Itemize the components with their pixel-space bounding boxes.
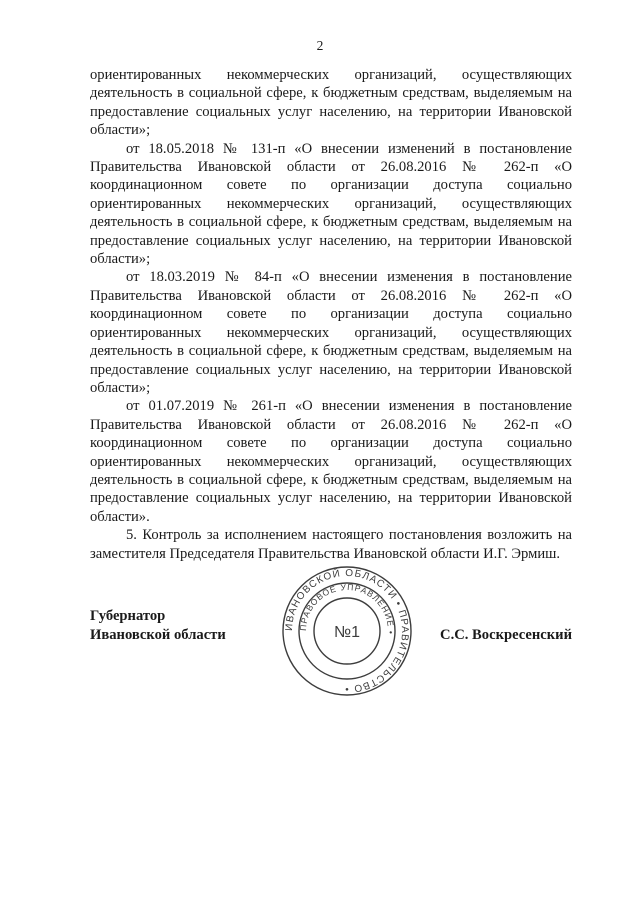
signatory-title: Губернатор — [90, 608, 166, 624]
paragraph-amendment-july-2019: от 01.07.2019 № 261-п «О внесении изменения в постановление Правительства Ивановской области от 26.08.2016 № 262-п «О координационном совете по организации доступа социально ориентированных некоммерческих организаций, осуществляющих деятельность в социальной сфере, к бюджетным средствам, выделяемым на предоставление социальных услуг населению, на территории Ивановской области». — [90, 398, 572, 525]
paragraph-amendment-march-2019: от 18.03.2019 № 84-п «О внесении изменения в постановление Правительства Ивановской области от 26.08.2016 № 262-п «О координационном совете по организации доступа социально ориентированных некоммерческих организаций, осуществляющих деятельность в социальной сфере, к бюджетным средствам, выделяемым на предоставление социальных услуг населению, на территории Ивановской области»; — [90, 269, 572, 396]
paragraph-control-clause: 5. Контроль за исполнением настоящего постановления возложить на заместителя Председателя Правительства Ивановской области И.Г. Эрмиш. — [90, 527, 572, 562]
seal-outer-text-path: ИВАНОВСКОЙ ОБЛАСТИ • ПРАВИТЕЛЬСТВО • — [283, 567, 411, 695]
document-body — [90, 66, 572, 563]
paragraph-amendment-2018: от 18.05.2018 № 131-п «О внесении изменений в постановление Правительства Ивановской области от 26.08.2016 № 262-п «О координационном совете по организации доступа социально ориентированных некоммерческих организаций, осуществляющих деятельность в социальной сфере, к бюджетным средствам, выделяемым на предоставление социальных услуг населению, на территории Ивановской области»; — [90, 140, 572, 268]
signatory-region: Ивановской области — [90, 627, 226, 643]
signatory-name: С.С. Воскресенский — [440, 627, 572, 643]
seal-center-text: №1 — [333, 624, 361, 641]
paragraph-continuation: ориентированных некоммерческих организаций, осуществляющих деятельность в социальной сфере, к бюджетным средствам, выделяемым на предоставление социальных услуг населению, на территории Ивановской области»; — [90, 67, 572, 139]
seal-inner-text-path: ПРАВОВОЕ УПРАВЛЕНИЕ • — [297, 581, 397, 636]
official-seal — [281, 565, 413, 697]
page-number: 2 — [316, 38, 324, 53]
signatory-position — [90, 607, 226, 645]
